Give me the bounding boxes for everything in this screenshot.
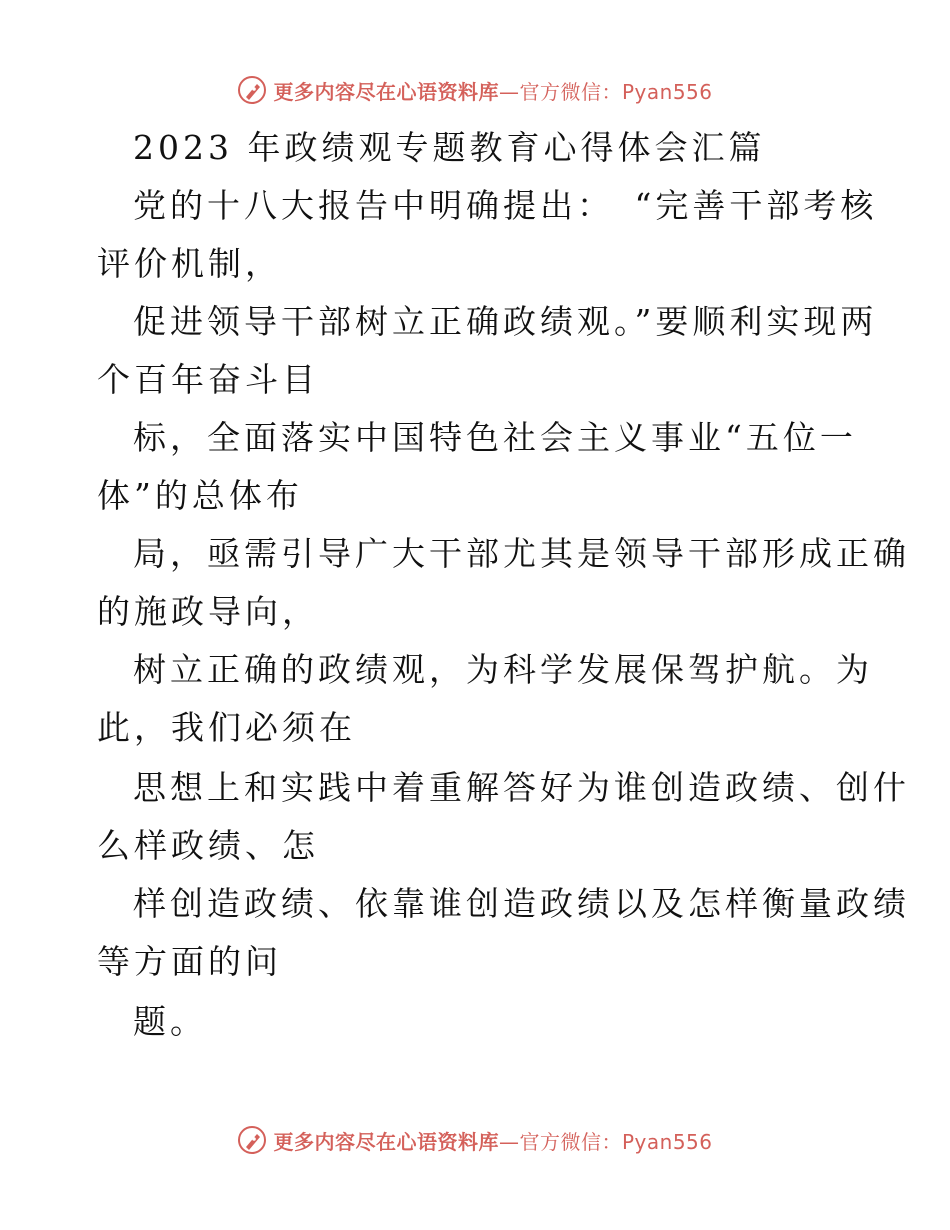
paragraph-line: 么样政绩、怎 xyxy=(97,826,319,865)
footer-banner-wechat: 官方微信： xyxy=(519,1129,622,1154)
header-banner-sep: — xyxy=(498,79,520,104)
header-banner-text xyxy=(273,76,712,105)
footer-banner-sep: — xyxy=(498,1129,520,1154)
paragraph-line: 样创造政绩、依靠谁创造政绩以及怎样衡量政绩 xyxy=(133,884,910,923)
paragraph-line: 党的十八大报告中明确提出： “完善干部考核 xyxy=(133,186,878,225)
paragraph-line: 局，亟需引导广大干部尤其是领导干部形成正确 xyxy=(133,534,910,573)
paragraph-line: 题。 xyxy=(133,1002,207,1041)
paragraph-line: 评价机制， xyxy=(97,244,282,283)
footer-banner-main: 更多内容尽在心语资料库 xyxy=(273,1129,499,1154)
pen-nib-logo-icon xyxy=(237,1125,267,1155)
header-banner-wechat: 官方微信： xyxy=(519,79,622,104)
footer-banner-id: Pyan556 xyxy=(621,1129,713,1154)
footer-banner-text xyxy=(273,1126,712,1155)
document-title: 2023 年政绩观专题教育心得体会汇篇 xyxy=(133,128,766,167)
paragraph-line: 标，全面落实中国特色社会主义事业“五位一 xyxy=(133,418,857,457)
header-banner-id: Pyan556 xyxy=(621,79,713,104)
paragraph-line: 促进领导干部树立正确政绩观。”要顺利实现两 xyxy=(133,302,878,341)
paragraph-line: 思想上和实践中着重解答好为谁创造政绩、创什 xyxy=(133,768,910,807)
header-banner xyxy=(0,70,950,110)
paragraph-line: 树立正确的政绩观，为科学发展保驾护航。为 xyxy=(133,650,873,689)
paragraph-line: 等方面的问 xyxy=(97,942,282,981)
paragraph-line: 个百年奋斗目 xyxy=(97,360,319,399)
paragraph-line: 的施政导向， xyxy=(97,592,319,631)
pen-nib-logo-icon xyxy=(237,75,267,105)
header-banner-main: 更多内容尽在心语资料库 xyxy=(273,79,499,104)
paragraph-line: 此，我们必须在 xyxy=(97,708,356,747)
footer-banner xyxy=(0,1120,950,1160)
paragraph-line: 体”的总体布 xyxy=(97,476,303,515)
